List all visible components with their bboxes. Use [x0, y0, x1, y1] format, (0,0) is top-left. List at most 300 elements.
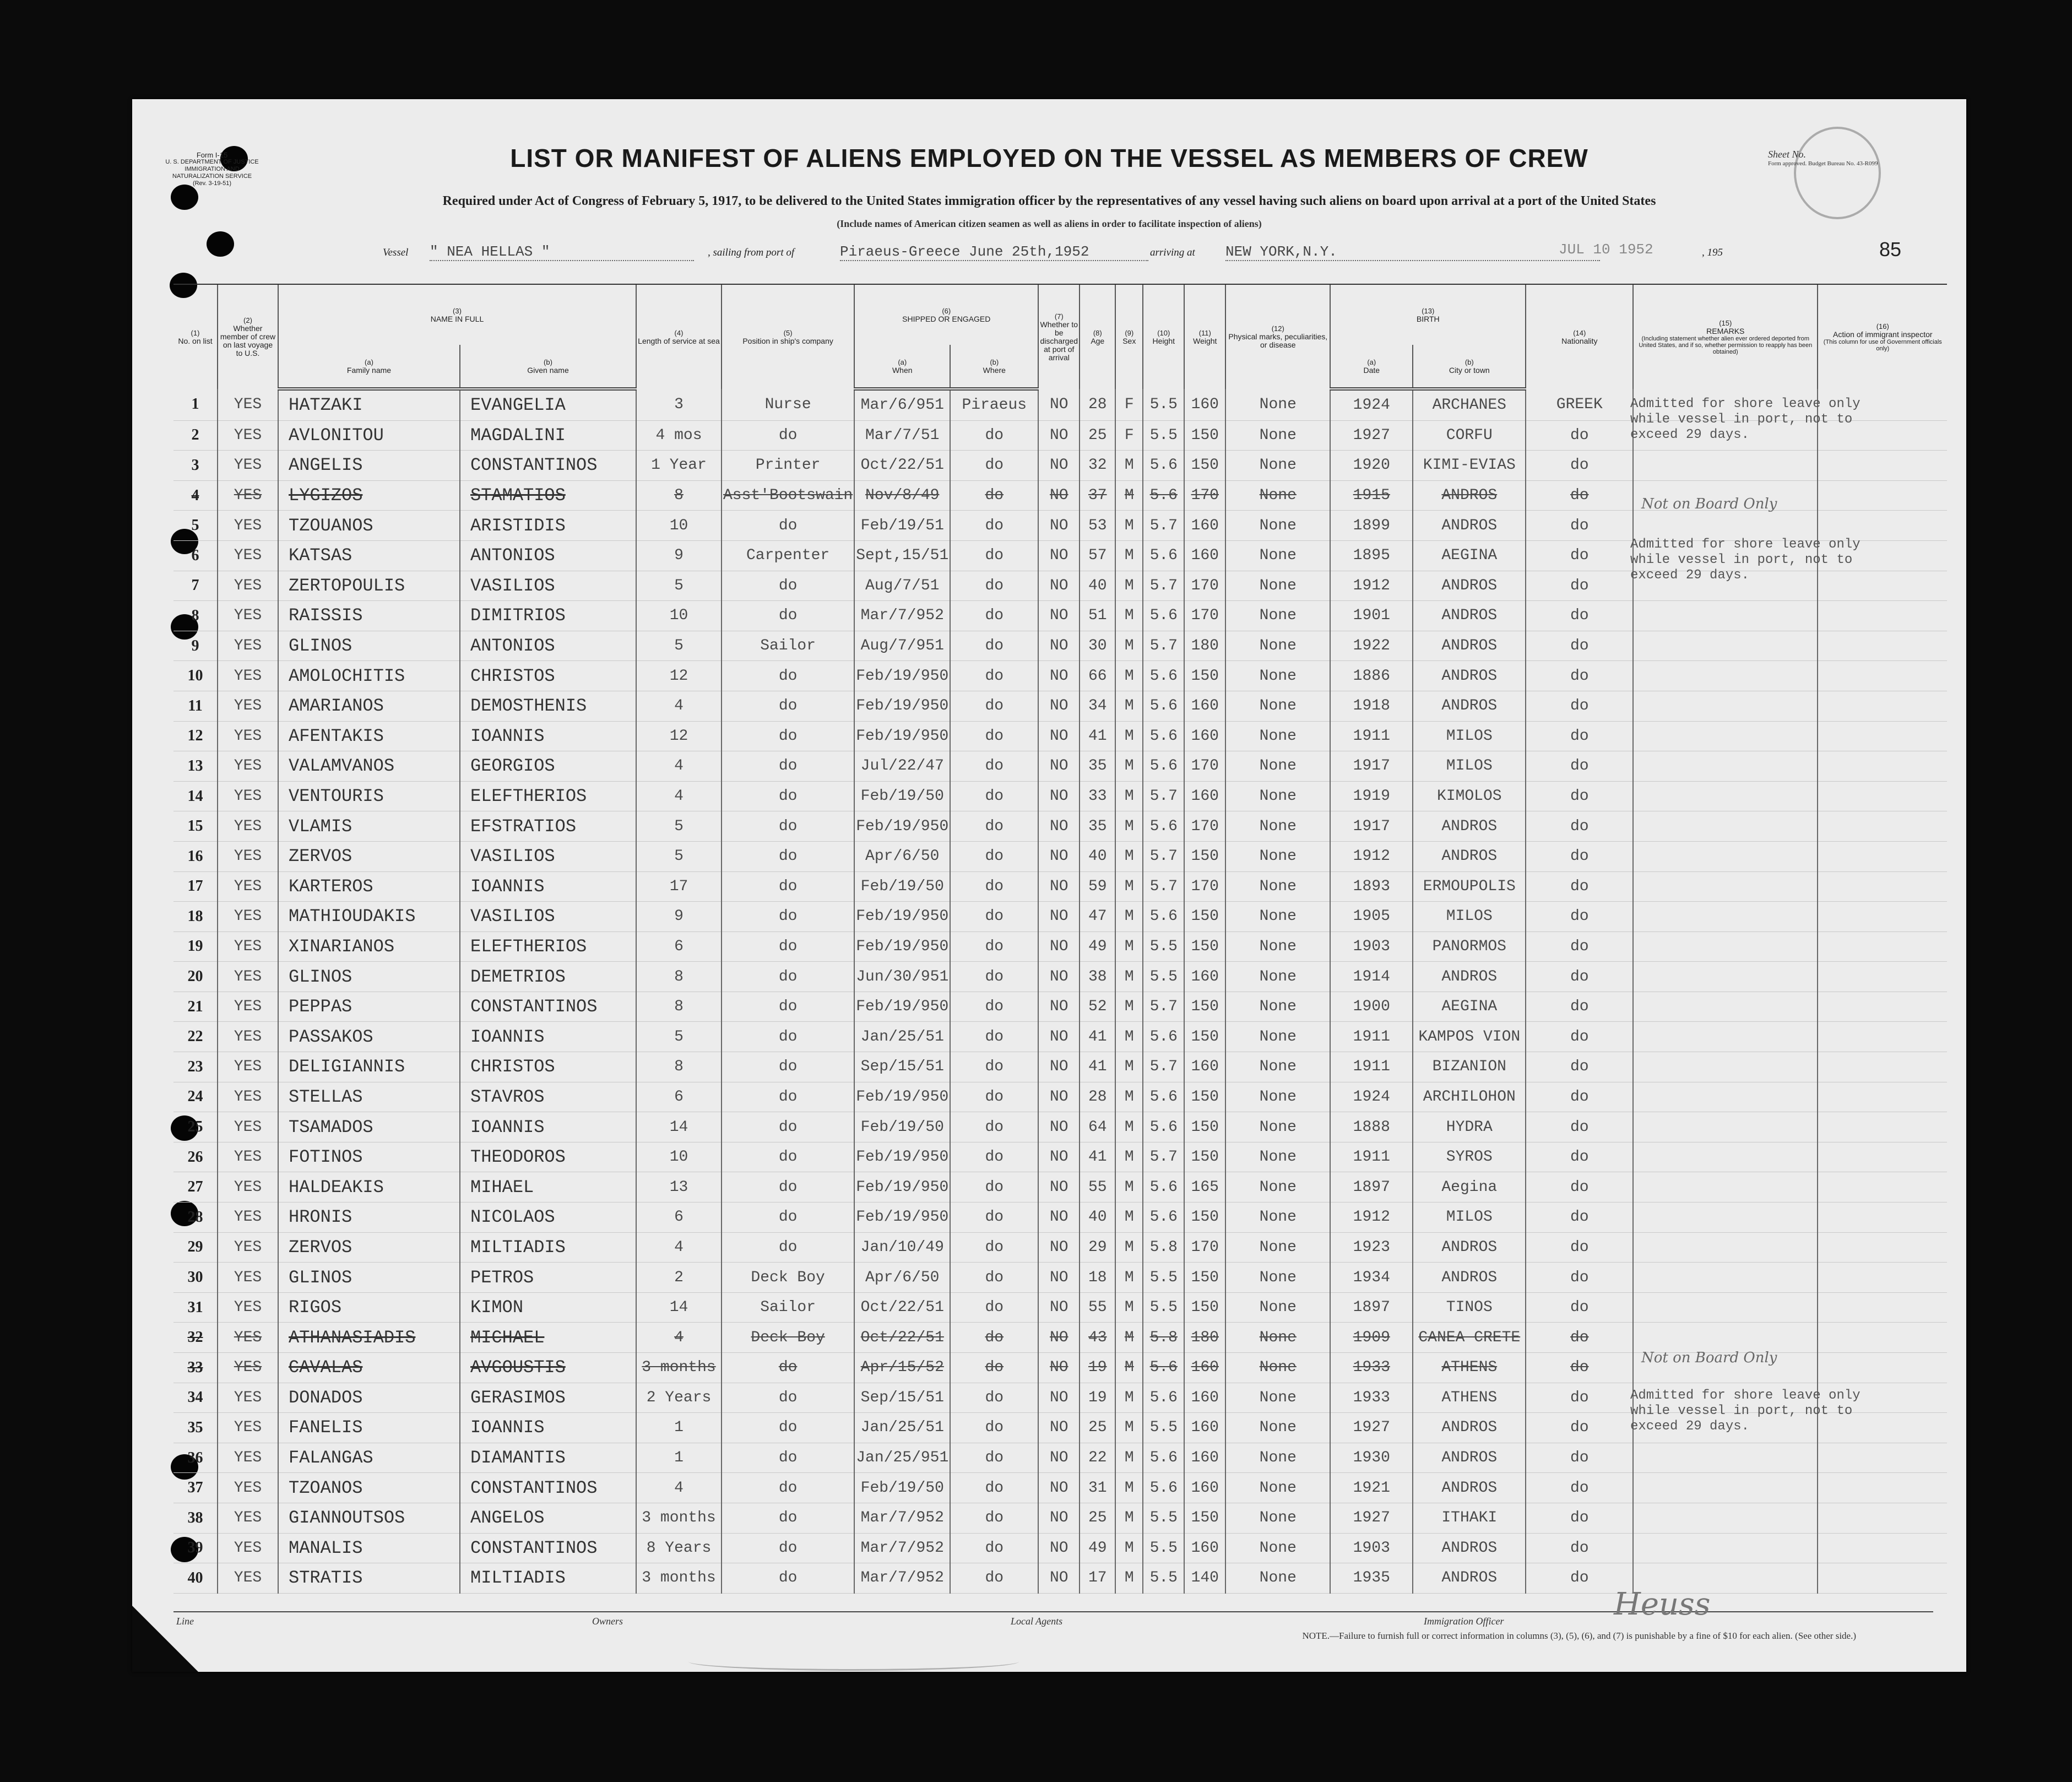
nationality: do [1526, 1232, 1633, 1263]
discharge: NO [1038, 1052, 1080, 1082]
position: do [722, 721, 854, 751]
table-row [173, 1232, 1947, 1263]
birth-date: 1924 [1330, 389, 1413, 420]
birth-date: 1917 [1330, 811, 1413, 842]
nationality: do [1526, 1172, 1633, 1203]
birth-city: SYROS [1413, 1142, 1526, 1172]
crew-status: YES [218, 1203, 278, 1233]
age: 32 [1080, 451, 1115, 481]
family-name: TZOUANOS [278, 511, 460, 541]
age: 29 [1080, 1232, 1115, 1263]
birth-date: 1924 [1330, 1082, 1413, 1112]
discharge: NO [1038, 992, 1080, 1022]
row-number: 36 [173, 1443, 218, 1473]
height: 5.5 [1143, 1533, 1184, 1563]
shipped-when: Mar/7/952 [854, 1503, 950, 1533]
table-row [173, 511, 1947, 541]
remarks-cell [1633, 992, 1818, 1022]
birth-date: 1897 [1330, 1172, 1413, 1203]
shipped-where: do [950, 1503, 1038, 1533]
birth-city: ANDROS [1413, 511, 1526, 541]
family-name: ANGELIS [278, 451, 460, 481]
height: 5.7 [1143, 781, 1184, 811]
birth-city: KIMOLOS [1413, 781, 1526, 811]
shipped-when: Aug/7/951 [854, 631, 950, 661]
birth-city: ANDROS [1413, 1533, 1526, 1563]
shipped-when: Mar/7/952 [854, 1563, 950, 1594]
nationality: do [1526, 1533, 1633, 1563]
service-length: 4 [636, 1473, 722, 1503]
weight: 160 [1184, 962, 1225, 992]
table-row [173, 1473, 1947, 1503]
row-number: 28 [173, 1203, 218, 1233]
crew-status: YES [218, 691, 278, 721]
physical-marks: None [1225, 389, 1330, 420]
weight: 150 [1184, 1292, 1225, 1323]
remark-shore-leave: Admitted for shore leave only while vessel in port, not to exceed 29 days. [1630, 397, 1861, 442]
crew-status: YES [218, 1142, 278, 1172]
inspector-cell [1818, 1563, 1947, 1594]
crew-status: YES [218, 420, 278, 451]
discharge: NO [1038, 1292, 1080, 1323]
weight: 150 [1184, 902, 1225, 932]
vessel-name: " NEA HELLAS " [430, 243, 694, 261]
crew-status: YES [218, 571, 278, 601]
position: do [722, 962, 854, 992]
position: do [722, 1172, 854, 1203]
family-name: KATSAS [278, 540, 460, 571]
position: Carpenter [722, 540, 854, 571]
nationality: do [1526, 962, 1633, 992]
birth-date: 1927 [1330, 420, 1413, 451]
shipped-when: Oct/22/51 [854, 1323, 950, 1353]
position: do [722, 1383, 854, 1413]
position: Sailor [722, 631, 854, 661]
birth-city: ANDROS [1413, 962, 1526, 992]
given-name: CHRISTOS [460, 661, 636, 691]
weight: 150 [1184, 1142, 1225, 1172]
service-length: 4 [636, 691, 722, 721]
col-discharge-header: (7) Whether to be discharged at port of arrival [1038, 284, 1080, 389]
service-length: 3 months [636, 1563, 722, 1594]
sex: M [1115, 1082, 1143, 1112]
age: 43 [1080, 1323, 1115, 1353]
position: Deck Boy [722, 1263, 854, 1293]
sex: M [1115, 631, 1143, 661]
shipped-where: do [950, 902, 1038, 932]
remarks-cell [1633, 661, 1818, 691]
birth-date: 1921 [1330, 1473, 1413, 1503]
footer-line-label: Line [176, 1616, 194, 1627]
service-length: 9 [636, 902, 722, 932]
table-row [173, 962, 1947, 992]
family-name: HATZAKI [278, 389, 460, 420]
physical-marks: None [1225, 1232, 1330, 1263]
age: 64 [1080, 1112, 1115, 1142]
position: do [722, 1022, 854, 1052]
row-number: 1 [173, 389, 218, 420]
row-number: 6 [173, 540, 218, 571]
remarks-cell [1633, 1022, 1818, 1052]
col-family-name-header: (a) Family name [278, 345, 460, 389]
discharge: NO [1038, 1413, 1080, 1443]
service-length: 1 [636, 1413, 722, 1443]
position: do [722, 811, 854, 842]
given-name: VASILIOS [460, 902, 636, 932]
birth-city: Aegina [1413, 1172, 1526, 1203]
physical-marks: None [1225, 420, 1330, 451]
position: do [722, 751, 854, 782]
sex: M [1115, 571, 1143, 601]
shipped-when: Feb/19/950 [854, 902, 950, 932]
remarks-cell [1633, 1172, 1818, 1203]
given-name: DEMOSTHENIS [460, 691, 636, 721]
family-name: MANALIS [278, 1533, 460, 1563]
inspector-cell [1818, 992, 1947, 1022]
col-sex-header: (9) Sex [1115, 284, 1143, 389]
family-name: ZERTOPOULIS [278, 571, 460, 601]
sex: M [1115, 841, 1143, 871]
arrival-stamp: JUL 10 1952 [1559, 241, 1653, 258]
nationality: do [1526, 902, 1633, 932]
nationality: do [1526, 1142, 1633, 1172]
sex: M [1115, 691, 1143, 721]
discharge: NO [1038, 511, 1080, 541]
birth-city: ARCHILOHON [1413, 1082, 1526, 1112]
shipped-when: Sep/15/51 [854, 1052, 950, 1082]
crew-status: YES [218, 871, 278, 902]
col-shipped-header: (6) SHIPPED OR ENGAGED [854, 284, 1038, 345]
birth-date: 1927 [1330, 1413, 1413, 1443]
discharge: NO [1038, 1022, 1080, 1052]
birth-city: MILOS [1413, 751, 1526, 782]
page-number: 85 [1879, 238, 1901, 261]
position: do [722, 1443, 854, 1473]
birth-date: 1914 [1330, 962, 1413, 992]
crew-status: YES [218, 1563, 278, 1594]
sex: M [1115, 451, 1143, 481]
table-row [173, 902, 1947, 932]
physical-marks: None [1225, 631, 1330, 661]
shipped-where: do [950, 841, 1038, 871]
age: 55 [1080, 1292, 1115, 1323]
birth-date: 1912 [1330, 571, 1413, 601]
row-number: 14 [173, 781, 218, 811]
service-length: 4 mos [636, 420, 722, 451]
crew-status: YES [218, 631, 278, 661]
crew-status: YES [218, 1172, 278, 1203]
table-row [173, 931, 1947, 962]
shipped-where: do [950, 1353, 1038, 1383]
birth-city: KIMI-EVIAS [1413, 451, 1526, 481]
age: 18 [1080, 1263, 1115, 1293]
family-name: XINARIANOS [278, 931, 460, 962]
shipped-where: do [950, 1022, 1038, 1052]
row-number: 10 [173, 661, 218, 691]
inspector-cell [1818, 1112, 1947, 1142]
birth-date: 1915 [1330, 480, 1413, 511]
sex: M [1115, 931, 1143, 962]
service-length: 12 [636, 661, 722, 691]
weight: 150 [1184, 420, 1225, 451]
officer-signature: Heuss [1614, 1586, 1711, 1622]
pencil-mark [688, 1653, 1019, 1671]
given-name: CONSTANTINOS [460, 1533, 636, 1563]
table-row [173, 1443, 1947, 1473]
position: do [722, 1473, 854, 1503]
birth-date: 1911 [1330, 1052, 1413, 1082]
shipped-when: Mar/7/952 [854, 601, 950, 631]
nationality: do [1526, 992, 1633, 1022]
position: do [722, 841, 854, 871]
shipped-where: do [950, 962, 1038, 992]
service-length: 12 [636, 721, 722, 751]
shipped-when: Feb/19/51 [854, 511, 950, 541]
nationality: do [1526, 751, 1633, 782]
shipped-when: Feb/19/50 [854, 1112, 950, 1142]
age: 66 [1080, 661, 1115, 691]
given-name: IOANNIS [460, 1022, 636, 1052]
nationality: do [1526, 1503, 1633, 1533]
col-birth-date-header: (a) Date [1330, 345, 1413, 389]
physical-marks: None [1225, 841, 1330, 871]
position: do [722, 571, 854, 601]
inspector-cell [1818, 962, 1947, 992]
shipped-when: Feb/19/50 [854, 781, 950, 811]
remark-shore-leave: Admitted for shore leave only while vessel in port, not to exceed 29 days. [1630, 537, 1861, 583]
physical-marks: None [1225, 571, 1330, 601]
given-name: IOANNIS [460, 871, 636, 902]
inspector-cell [1818, 871, 1947, 902]
family-name: ZERVOS [278, 1232, 460, 1263]
birth-city: MILOS [1413, 721, 1526, 751]
weight: 170 [1184, 811, 1225, 842]
crew-status: YES [218, 931, 278, 962]
height: 5.6 [1143, 1082, 1184, 1112]
family-name: FOTINOS [278, 1142, 460, 1172]
service-length: 5 [636, 1022, 722, 1052]
given-name: ARISTIDIS [460, 511, 636, 541]
crew-status: YES [218, 1443, 278, 1473]
birth-date: 1903 [1330, 931, 1413, 962]
remarks-cell [1633, 721, 1818, 751]
given-name: VASILIOS [460, 841, 636, 871]
shipped-when: Oct/22/51 [854, 451, 950, 481]
inspector-cell [1818, 841, 1947, 871]
row-number: 20 [173, 962, 218, 992]
service-length: 8 [636, 1052, 722, 1082]
family-name: VALAMVANOS [278, 751, 460, 782]
inspector-cell [1818, 931, 1947, 962]
shipped-where: do [950, 1413, 1038, 1443]
age: 37 [1080, 480, 1115, 511]
shipped-where: do [950, 1172, 1038, 1203]
discharge: NO [1038, 1353, 1080, 1383]
given-name: ANTONIOS [460, 540, 636, 571]
table-row [173, 1112, 1947, 1142]
given-name: CONSTANTINOS [460, 992, 636, 1022]
position: do [722, 871, 854, 902]
height: 5.6 [1143, 1383, 1184, 1413]
birth-city: CANEA CRETE [1413, 1323, 1526, 1353]
sex: M [1115, 511, 1143, 541]
shipped-where: do [950, 1323, 1038, 1353]
sex: M [1115, 1503, 1143, 1533]
birth-city: ERMOUPOLIS [1413, 871, 1526, 902]
row-number: 29 [173, 1232, 218, 1263]
height: 5.7 [1143, 571, 1184, 601]
physical-marks: None [1225, 811, 1330, 842]
sex: M [1115, 751, 1143, 782]
weight: 170 [1184, 601, 1225, 631]
shipped-when: Jul/22/47 [854, 751, 950, 782]
discharge: NO [1038, 1443, 1080, 1473]
discharge: NO [1038, 1383, 1080, 1413]
height: 5.5 [1143, 1413, 1184, 1443]
row-number: 19 [173, 931, 218, 962]
birth-date: 1934 [1330, 1263, 1413, 1293]
table-row [173, 661, 1947, 691]
birth-date: 1920 [1330, 451, 1413, 481]
service-length: 6 [636, 1082, 722, 1112]
nationality: do [1526, 691, 1633, 721]
service-length: 1 Year [636, 451, 722, 481]
service-length: 2 Years [636, 1383, 722, 1413]
discharge: NO [1038, 721, 1080, 751]
service-length: 1 [636, 1443, 722, 1473]
row-number: 27 [173, 1172, 218, 1203]
height: 5.8 [1143, 1232, 1184, 1263]
remarks-cell [1633, 781, 1818, 811]
sex: M [1115, 1142, 1143, 1172]
birth-city: ATHENS [1413, 1353, 1526, 1383]
shipped-when: Jan/10/49 [854, 1232, 950, 1263]
birth-city: KAMPOS VION [1413, 1022, 1526, 1052]
family-name: ATHANASIADIS [278, 1323, 460, 1353]
crew-status: YES [218, 540, 278, 571]
given-name: THEODOROS [460, 1142, 636, 1172]
arriving-label: arriving at [1150, 247, 1195, 258]
age: 25 [1080, 1413, 1115, 1443]
discharge: NO [1038, 661, 1080, 691]
crew-status: YES [218, 1473, 278, 1503]
birth-city: ITHAKI [1413, 1503, 1526, 1533]
nationality: GREEK [1526, 389, 1633, 420]
birth-city: MILOS [1413, 902, 1526, 932]
physical-marks: None [1225, 1263, 1330, 1293]
nationality: do [1526, 571, 1633, 601]
col-birth-header: (13) BIRTH [1330, 284, 1526, 345]
arriving-at: NEW YORK,N.Y. [1225, 243, 1600, 261]
given-name: MAGDALINI [460, 420, 636, 451]
nationality: do [1526, 841, 1633, 871]
physical-marks: None [1225, 1142, 1330, 1172]
crew-status: YES [218, 1263, 278, 1293]
shipped-where: do [950, 1533, 1038, 1563]
position: Printer [722, 451, 854, 481]
crew-status: YES [218, 841, 278, 871]
birth-date: 1895 [1330, 540, 1413, 571]
row-number: 35 [173, 1413, 218, 1443]
nationality: do [1526, 420, 1633, 451]
remarks-cell [1633, 451, 1818, 481]
crew-status: YES [218, 661, 278, 691]
birth-city: ARCHANES [1413, 389, 1526, 420]
shipped-when: Feb/19/950 [854, 992, 950, 1022]
family-name: AVLONITOU [278, 420, 460, 451]
sex: M [1115, 902, 1143, 932]
physical-marks: None [1225, 902, 1330, 932]
physical-marks: None [1225, 1112, 1330, 1142]
service-length: 14 [636, 1112, 722, 1142]
shipped-where: do [950, 511, 1038, 541]
weight: 160 [1184, 540, 1225, 571]
weight: 170 [1184, 480, 1225, 511]
remarks-cell [1633, 871, 1818, 902]
given-name: MILTIADIS [460, 1563, 636, 1594]
weight: 140 [1184, 1563, 1225, 1594]
family-name: ZERVOS [278, 841, 460, 871]
crew-status: YES [218, 902, 278, 932]
family-name: HALDEAKIS [278, 1172, 460, 1203]
shipped-where: do [950, 1563, 1038, 1594]
discharge: NO [1038, 389, 1080, 420]
given-name: GEORGIOS [460, 751, 636, 782]
height: 5.6 [1143, 1172, 1184, 1203]
shipped-where: do [950, 1383, 1038, 1413]
family-name: VENTOURIS [278, 781, 460, 811]
discharge: NO [1038, 1112, 1080, 1142]
remarks-cell [1633, 1203, 1818, 1233]
shipped-when: Sept,15/51 [854, 540, 950, 571]
table-row [173, 1292, 1947, 1323]
weight: 170 [1184, 751, 1225, 782]
age: 40 [1080, 841, 1115, 871]
age: 51 [1080, 601, 1115, 631]
family-name: LYGIZOS [278, 480, 460, 511]
physical-marks: None [1225, 781, 1330, 811]
inspector-cell [1818, 1022, 1947, 1052]
crew-status: YES [218, 1533, 278, 1563]
table-row [173, 1172, 1947, 1203]
shipped-when: Jan/25/951 [854, 1443, 950, 1473]
given-name: EFSTRATIOS [460, 811, 636, 842]
discharge: NO [1038, 902, 1080, 932]
physical-marks: None [1225, 1082, 1330, 1112]
row-number: 12 [173, 721, 218, 751]
physical-marks: None [1225, 1022, 1330, 1052]
nationality: do [1526, 811, 1633, 842]
physical-marks: None [1225, 1503, 1330, 1533]
family-name: AFENTAKIS [278, 721, 460, 751]
height: 5.7 [1143, 871, 1184, 902]
given-name: MIHAEL [460, 1172, 636, 1203]
table-row [173, 691, 1947, 721]
nationality: do [1526, 931, 1633, 962]
discharge: NO [1038, 781, 1080, 811]
remarks-cell [1633, 1112, 1818, 1142]
row-number: 8 [173, 601, 218, 631]
remarks-cell [1633, 511, 1818, 541]
table-row [173, 841, 1947, 871]
inspector-cell [1818, 1353, 1947, 1383]
nationality: do [1526, 1292, 1633, 1323]
inspector-cell [1818, 601, 1947, 631]
table-row [173, 871, 1947, 902]
inspector-cell [1818, 1473, 1947, 1503]
shipped-when: Mar/7/952 [854, 1533, 950, 1563]
weight: 160 [1184, 389, 1225, 420]
